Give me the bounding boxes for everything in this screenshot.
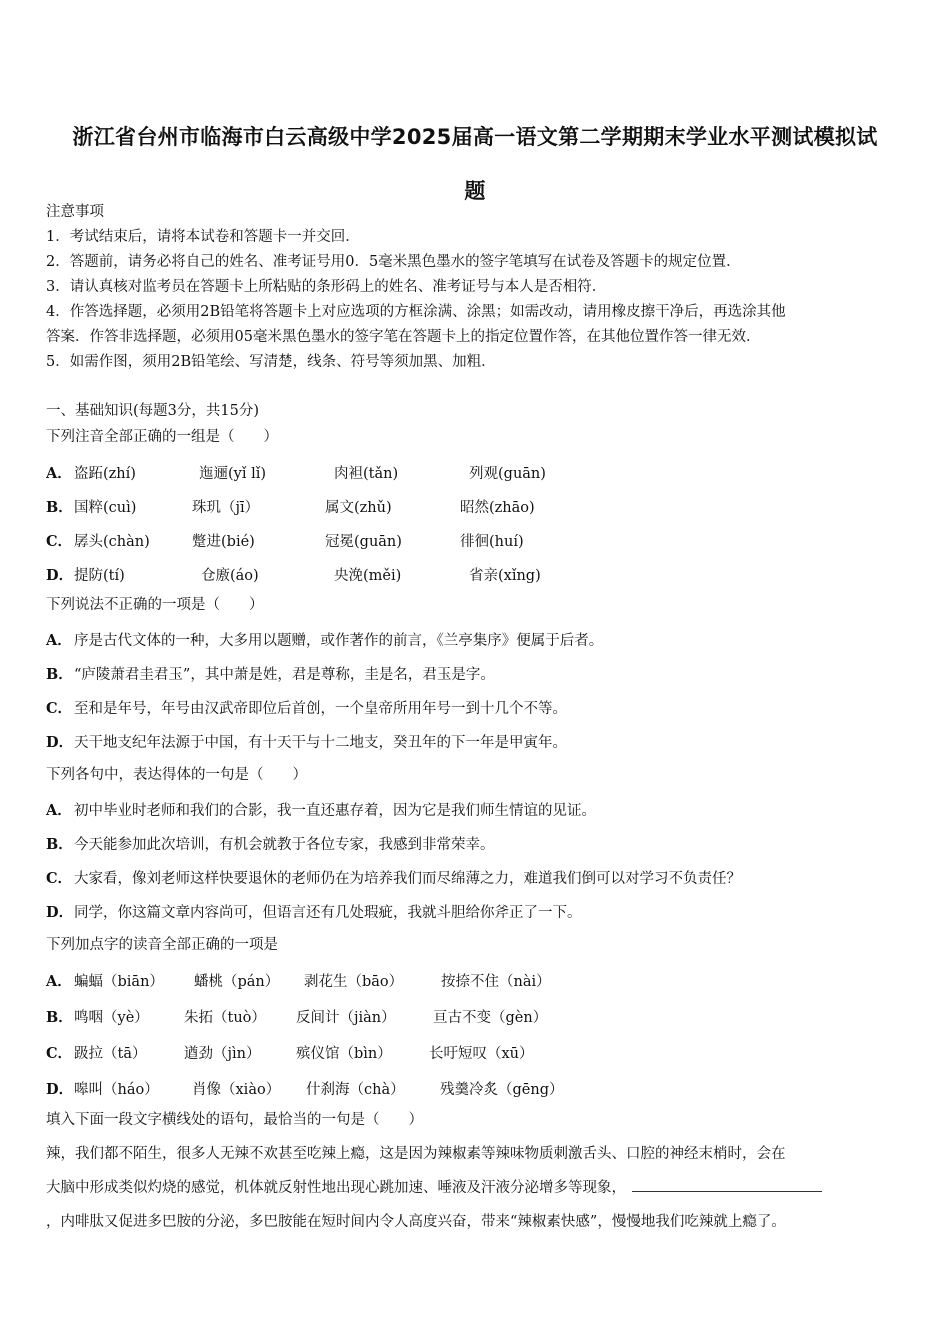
question-3 bbox=[46, 762, 926, 928]
question-3-stem: 下列各句中，表达得体的一句是（ ） bbox=[46, 767, 307, 783]
question-5-stem: 填入下面一段文字横线处的语句，最恰当的一句是（ ） bbox=[46, 1112, 423, 1128]
option-word: 残羹冷炙（gēng） bbox=[440, 1081, 564, 1098]
option-b bbox=[46, 998, 926, 1034]
question-2-stem: 下列说法不正确的一项是（ ） bbox=[46, 597, 264, 613]
option-text: “庐陵萧君圭君玉”，其中萧是姓，君是尊称，圭是名，君玉是字。 bbox=[74, 666, 495, 683]
option-d bbox=[46, 557, 926, 591]
option-word: 蟠桃（pán） bbox=[194, 973, 280, 990]
option-b bbox=[46, 826, 926, 860]
notice-item: 答案．作答非选择题，必须用05毫米黑色墨水的签字笔在答题卡上的指定位置作答，在其他位置作答一律无效． bbox=[46, 329, 761, 345]
option-letter: A． bbox=[46, 972, 72, 990]
option-word: 省亲(xǐng) bbox=[469, 567, 541, 584]
option-letter: B． bbox=[46, 498, 73, 516]
option-a bbox=[46, 455, 926, 489]
option-word: 嗥叫（háo） bbox=[74, 1081, 159, 1098]
question-2 bbox=[46, 592, 926, 758]
option-word: 肖像（xiào） bbox=[192, 1081, 281, 1098]
exam-title-line-2: 题 bbox=[464, 179, 486, 203]
passage-line: 辣，我们都不陌生，很多人无辣不欢甚至吃辣上瘾，这是因为辣椒素等辣味物质刺激舌头、口腔的神经末梢时，会在 bbox=[46, 1146, 786, 1162]
option-word: 冠冕(guān) bbox=[325, 533, 402, 550]
option-letter: B． bbox=[46, 835, 73, 853]
option-word: 盗跖(zhí) bbox=[74, 465, 136, 482]
option-word: 剥花生（bāo） bbox=[304, 973, 404, 990]
section-1 bbox=[46, 398, 926, 450]
option-word: 国粹(cuì) bbox=[74, 499, 137, 516]
option-word: 鸣咽（yè） bbox=[74, 1009, 149, 1026]
section-heading: 一、基础知识(每题3分，共15分) bbox=[46, 403, 259, 419]
option-c bbox=[46, 860, 926, 894]
option-word: 按捺不住（nài） bbox=[441, 973, 551, 990]
passage-line: 大脑中形成类似灼烧的感觉，机体就反射性地出现心跳加速、唾液及汗液分泌增多等现象， bbox=[46, 1180, 626, 1196]
notice-section bbox=[46, 200, 916, 375]
question-1-stem: 下列注音全部正确的一组是（ ） bbox=[46, 429, 278, 445]
option-letter: C． bbox=[46, 869, 73, 887]
option-text: 今天能参加此次培训，有机会就教于各位专家，我感到非常荣幸。 bbox=[74, 836, 495, 853]
option-a bbox=[46, 962, 926, 998]
option-c bbox=[46, 690, 926, 724]
option-c bbox=[46, 523, 926, 557]
option-word: 遒劲（jìn） bbox=[184, 1045, 261, 1062]
notice-item: 2．答题前，请务必将自己的姓名、准考证号用0．5毫米黑色墨水的签字笔填写在试卷及答题卡的规定位置． bbox=[46, 254, 741, 270]
option-word: 肉袒(tǎn) bbox=[334, 465, 399, 482]
option-text: 初中毕业时老师和我们的合影，我一直还惠存着，因为它是我们师生情谊的见证。 bbox=[74, 802, 596, 819]
option-word: 央浼(měi) bbox=[334, 567, 402, 584]
option-letter: D． bbox=[46, 566, 74, 584]
option-text: 天干地支纪年法源于中国，有十天干与十二地支，癸丑年的下一年是甲寅年。 bbox=[74, 734, 567, 751]
option-word: 蝙蝠（biān） bbox=[74, 973, 164, 990]
notice-item: 4．作答选择题，必须用2B铅笔将答题卡上对应选项的方框涂满、涂黑；如需改动，请用橡皮擦干净后，再选涂其他 bbox=[46, 304, 786, 320]
option-text: 同学，你这篇文章内容尚可，但语言还有几处瑕疵，我就斗胆给你斧正了一下。 bbox=[74, 904, 582, 921]
option-word: 殡仪馆（bìn） bbox=[296, 1045, 392, 1062]
option-c bbox=[46, 1034, 926, 1070]
passage-line-with-blank bbox=[46, 1171, 926, 1205]
option-word: 列观(guān) bbox=[469, 465, 546, 482]
passage-line: ，内啡肽又促进多巴胺的分泌，多巴胺能在短时间内令人高度兴奋，带来“辣椒素快感”，慢慢地我们吃辣就上瘾了。 bbox=[46, 1214, 786, 1230]
option-word: 属文(zhǔ) bbox=[325, 499, 392, 516]
option-b bbox=[46, 656, 926, 690]
option-word: 提防(tí) bbox=[74, 567, 125, 584]
option-text: 至和是年号，年号由汉武帝即位后首创，一个皇帝所用年号一到十几个不等。 bbox=[74, 700, 567, 717]
answer-blank[interactable] bbox=[632, 1177, 822, 1192]
option-word: 朱拓（tuò） bbox=[184, 1009, 266, 1026]
option-d bbox=[46, 724, 926, 758]
option-word: 孱头(chàn) bbox=[74, 533, 150, 550]
option-word: 昭然(zhāo) bbox=[460, 499, 535, 516]
option-word: 珠玑（jī） bbox=[192, 499, 260, 516]
option-letter: A． bbox=[46, 801, 72, 819]
notice-item: 5．如需作图，须用2B铅笔绘、写清楚，线条、符号等须加黑、加粗． bbox=[46, 354, 496, 370]
option-letter: D． bbox=[46, 1080, 74, 1098]
option-letter: A． bbox=[46, 631, 72, 649]
exam-title-line-1: 浙江省台州市临海市白云高级中学2025届高一语文第二学期期末学业水平测试模拟试 bbox=[72, 125, 878, 149]
option-word: 反间计（jiàn） bbox=[296, 1009, 396, 1026]
option-word: 什刹海（chà） bbox=[306, 1081, 405, 1098]
option-letter: C． bbox=[46, 699, 73, 717]
question-4 bbox=[46, 932, 926, 1106]
option-letter: B． bbox=[46, 1008, 73, 1026]
notice-item: 1．考试结束后，请将本试卷和答题卡一并交回． bbox=[46, 229, 360, 245]
option-text: 序是古代文体的一种，大多用以题赠，或作著作的前言，《兰亭集序》便属于后者。 bbox=[74, 632, 604, 649]
option-word: 趿拉（tā） bbox=[74, 1045, 147, 1062]
question-5 bbox=[46, 1107, 926, 1239]
notice-item: 3．请认真核对监考员在答题卡上所粘贴的条形码上的姓名、准考证号与本人是否相符． bbox=[46, 279, 607, 295]
option-letter: A． bbox=[46, 464, 72, 482]
question-1-options bbox=[46, 455, 926, 591]
option-word: 徘徊(huí) bbox=[460, 533, 524, 550]
option-letter: D． bbox=[46, 733, 74, 751]
option-a bbox=[46, 792, 926, 826]
option-letter: C． bbox=[46, 532, 73, 550]
option-word: 仓廒(áo) bbox=[201, 567, 259, 584]
option-d bbox=[46, 894, 926, 928]
option-letter: C． bbox=[46, 1044, 73, 1062]
option-b bbox=[46, 489, 926, 523]
question-4-stem: 下列加点字的读音全部正确的一项是 bbox=[46, 937, 278, 953]
option-word: 蹩进(bié) bbox=[192, 533, 255, 550]
option-d bbox=[46, 1070, 926, 1106]
option-word: 亘古不变（gèn） bbox=[433, 1009, 548, 1026]
option-text: 大家看，像刘老师这样快要退休的老师仍在为培养我们而尽绵薄之力，难道我们倒可以对学习不负责任？ bbox=[74, 870, 741, 887]
option-letter: D． bbox=[46, 903, 74, 921]
option-letter: B． bbox=[46, 665, 73, 683]
option-word: 长吁短叹（xū） bbox=[429, 1045, 534, 1062]
option-a bbox=[46, 622, 926, 656]
option-word: 迤逦(yǐ lǐ) bbox=[199, 465, 267, 482]
notice-heading: 注意事项 bbox=[46, 204, 104, 220]
